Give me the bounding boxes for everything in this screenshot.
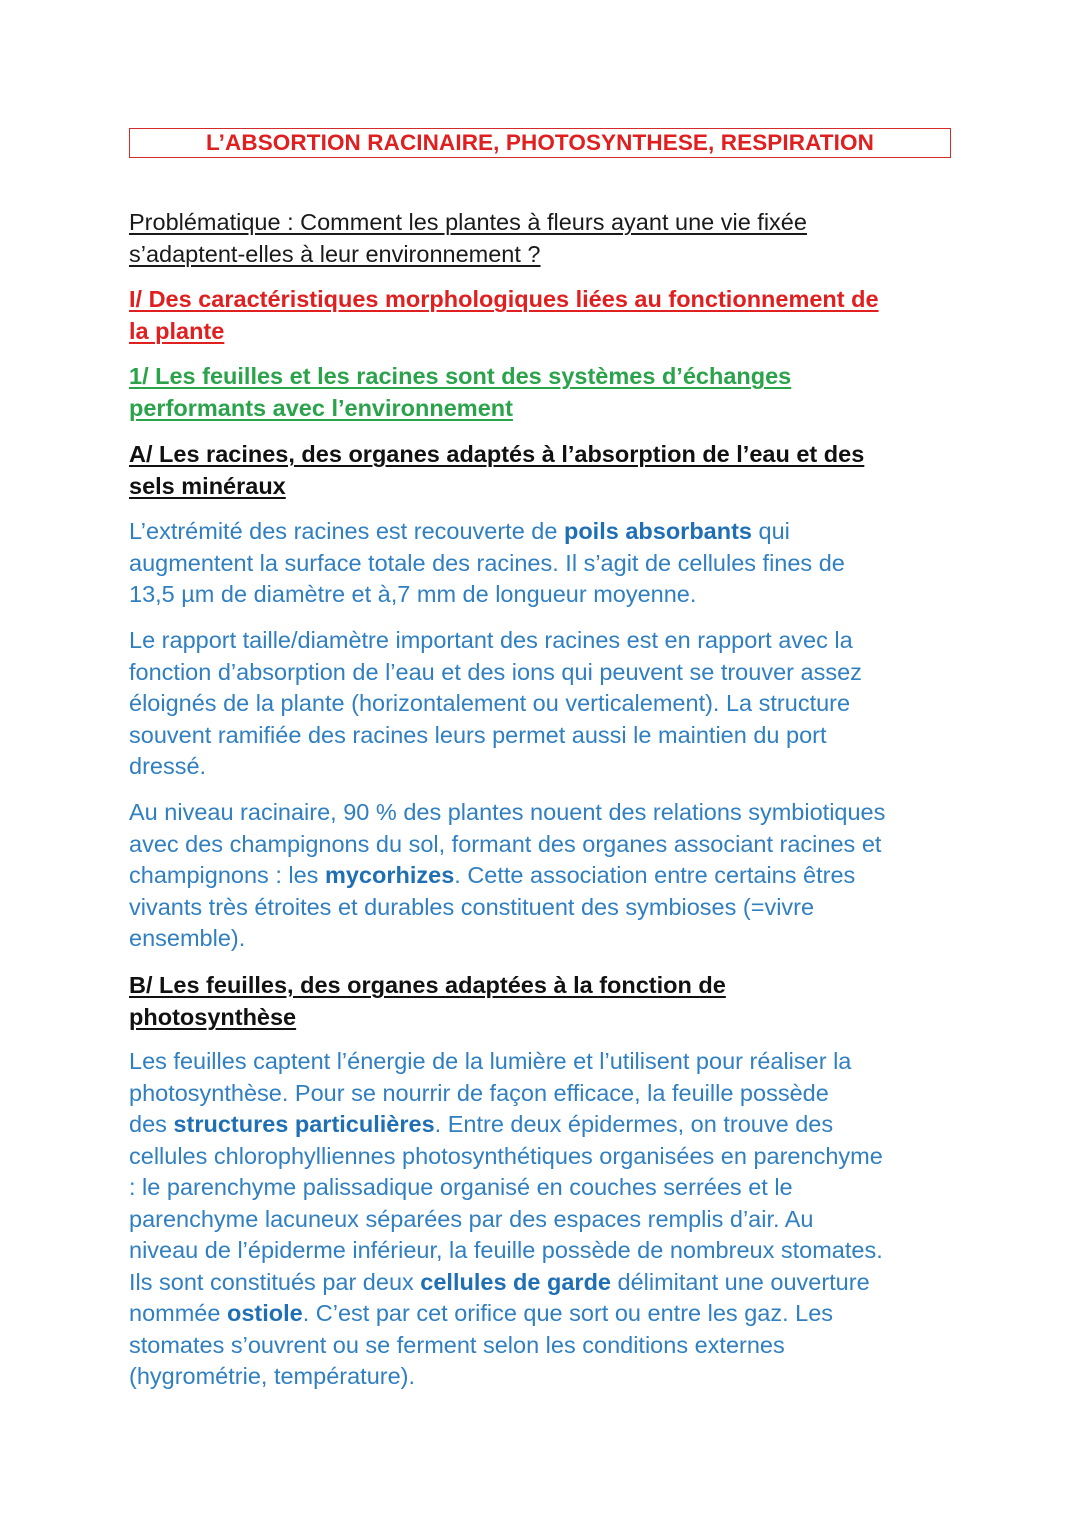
text-run: . C’est par cet orifice que sort ou entre les gaz. Les (302, 1300, 834, 1326)
paragraph-line: parenchyme lacuneux séparées par des espaces remplis d’air. Au (129, 1205, 814, 1232)
section-heading-line: I/ Des caractéristiques morphologiques liées au fonctionnement de (129, 286, 879, 312)
text-run: L’extrémité des racines est recouverte de (129, 518, 564, 544)
paragraph-line: : le parenchyme palissadique organisé en couches serrées et le (129, 1174, 793, 1200)
text-run: Ils sont constitués par deux (129, 1268, 421, 1295)
text-run: . Entre deux épidermes, on trouve des (434, 1111, 834, 1137)
text-run: qui (752, 518, 790, 544)
paragraph-line: (hygrométrie, température). (129, 1363, 416, 1389)
document-title: L’ABSORTION RACINAIRE, PHOTOSYNTHESE, RESPIRATION (129, 128, 951, 158)
paragraph-rapport-taille (129, 625, 955, 783)
heading-b-feuilles (129, 969, 955, 1033)
paragraph-line: augmentent la surface totale des racines. Il s’agit de cellules fines de (129, 549, 845, 576)
paragraph-line: Le rapport taille/diamètre important des racines est en rapport avec la (129, 627, 853, 653)
problematique-line: Problématique : Comment les plantes à fleurs ayant une vie fixée (129, 209, 807, 235)
paragraph-line: avec des champignons du sol, formant des organes associant racines et (129, 830, 882, 857)
paragraph-line: ensemble). (129, 925, 246, 951)
paragraph-line: dressé. (129, 753, 207, 779)
paragraph-mycorhizes (129, 797, 955, 955)
paragraph-feuilles (129, 1046, 955, 1393)
paragraph-line: souvent ramifiée des racines leurs permet aussi le maintien du port (129, 721, 827, 748)
subsection-heading-line: performants avec l’environnement (129, 395, 513, 421)
paragraph-line (129, 1267, 955, 1299)
subsection-heading-1 (129, 360, 955, 424)
problematique-line: s’adaptent-elles à leur environnement ? (129, 241, 541, 267)
paragraph-line (129, 516, 955, 548)
heading-line: photosynthèse (129, 1004, 297, 1030)
paragraph-line: Au niveau racinaire, 90 % des plantes nouent des relations symbiotiques (129, 799, 886, 825)
paragraph-line: éloignés de la plante (horizontalement ou verticalement). La structure (129, 690, 851, 716)
section-heading-1 (129, 283, 955, 347)
paragraph-line (129, 1109, 955, 1141)
text-run: champignons : les (129, 862, 325, 888)
paragraph-line (129, 1298, 955, 1330)
keyword-ostiole: ostiole (226, 1300, 303, 1326)
text-run: nommée (129, 1300, 227, 1326)
paragraph-line: Les feuilles captent l’énergie de la lumière et l’utilisent pour réaliser la (129, 1048, 852, 1074)
section-heading-line: la plante (129, 318, 225, 344)
keyword-poils-absorbants: poils absorbants (563, 518, 753, 544)
paragraph-line: vivants très étroites et durables constituent des symbioses (=vivre (129, 893, 815, 920)
heading-line: B/ Les feuilles, des organes adaptées à la fonction de (129, 972, 726, 998)
paragraph-line: fonction d’absorption de l’eau et des ions qui peuvent se trouver assez (129, 658, 862, 685)
paragraph-line: stomates s’ouvrent ou se ferment selon les conditions externes (129, 1331, 785, 1358)
paragraph-line: photosynthèse. Pour se nourrir de façon efficace, la feuille possède (129, 1079, 829, 1106)
text-run: délimitant une ouverture (611, 1268, 870, 1295)
keyword-cellules-de-garde: cellules de garde (420, 1268, 611, 1295)
paragraph-line: niveau de l’épiderme inférieur, la feuille possède de nombreux stomates. (129, 1237, 883, 1263)
paragraph-line: cellules chlorophylliennes photosynthétiques organisées en parenchyme (129, 1142, 883, 1169)
paragraph-poils-absorbants (129, 516, 955, 611)
keyword-structures-particulieres: structures particulières (173, 1111, 435, 1137)
subsection-heading-line: 1/ Les feuilles et les racines sont des systèmes d’échanges (129, 363, 792, 389)
problematique (129, 206, 955, 270)
text-run: . Cette association entre certains êtres (454, 862, 856, 888)
heading-a-racines (129, 438, 955, 502)
heading-line: A/ Les racines, des organes adaptés à l’absorption de l’eau et des (129, 441, 865, 467)
keyword-mycorhizes: mycorhizes (324, 862, 455, 888)
paragraph-line (129, 860, 955, 892)
paragraph-line: 13,5 µm de diamètre et à,7 mm de longueur moyenne. (129, 581, 697, 607)
heading-line: sels minéraux (129, 473, 286, 499)
text-run: des (129, 1111, 174, 1137)
